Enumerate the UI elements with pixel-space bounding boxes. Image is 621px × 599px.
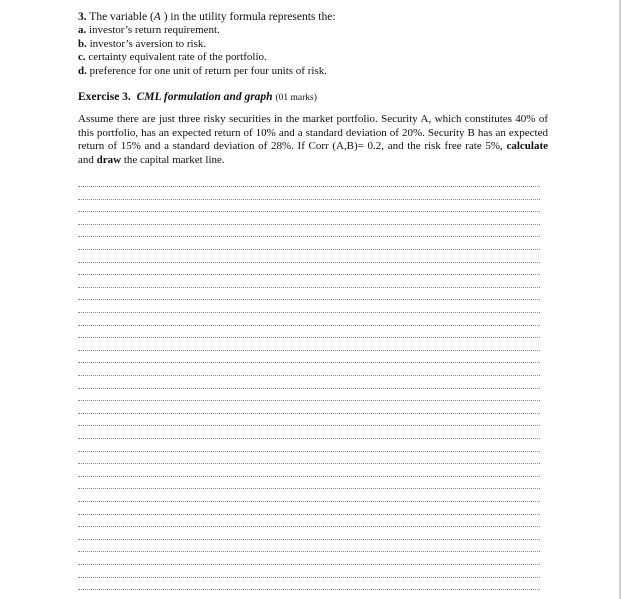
answer-line [78,199,540,200]
answer-line [78,262,540,263]
answer-line [78,274,540,275]
exercise-3-heading: Exercise 3. CML formulation and graph (01 marks) [78,91,317,103]
option-a: a. investor’s return requirement. [78,24,220,36]
answer-line [78,438,540,439]
exercise-title: CML formulation and graph [136,91,273,103]
answer-line [78,249,540,250]
question-number: 3. [78,11,87,23]
answer-line [78,400,540,401]
answer-line [78,413,540,414]
answer-line [78,299,540,300]
answer-line [78,236,540,237]
answer-line [78,476,540,477]
answer-line [78,488,540,489]
answer-line [78,539,540,540]
answer-line [78,325,540,326]
answer-line [78,577,540,578]
answer-line [78,564,540,565]
answer-line [78,388,540,389]
answer-line [78,375,540,376]
option-d: d. preference for one unit of return per four units of risk. [78,64,327,77]
answer-line [78,551,540,552]
answer-lines-area[interactable] [78,186,540,596]
document-page [78,10,548,168]
variable-a: A [153,11,161,23]
answer-line [78,224,540,225]
answer-line [78,451,540,452]
exercise-3-text: Assume there are just three risky securities in the market portfolio. Security A, which constitutes 40% of this portfolio, has an expected return of 10% and a standard deviation of 20%. Security B has an expected return of 15% and a standard deviation of 28%. If Corr (A,B)= 0.2, and the risk free rate 5%, calculate and draw the capital market line. [78,113,548,167]
answer-line [78,526,540,527]
answer-line [78,312,540,313]
question-3-stem: 3. The variable (A ) in the utility formula represents the: [78,11,336,23]
answer-line [78,350,540,351]
answer-line [78,514,540,515]
answer-line [78,463,540,464]
option-c: c. certainty equivalent rate of the portfolio. [78,51,267,63]
answer-line [78,211,540,212]
answer-line [78,425,540,426]
answer-line [78,362,540,363]
answer-line [78,501,540,502]
answer-line [78,337,540,338]
answer-line [78,287,540,288]
answer-line [78,589,540,590]
option-b: b. investor’s aversion to risk. [78,37,207,50]
answer-line [78,186,540,187]
exercise-marks: (01 marks) [275,93,317,103]
